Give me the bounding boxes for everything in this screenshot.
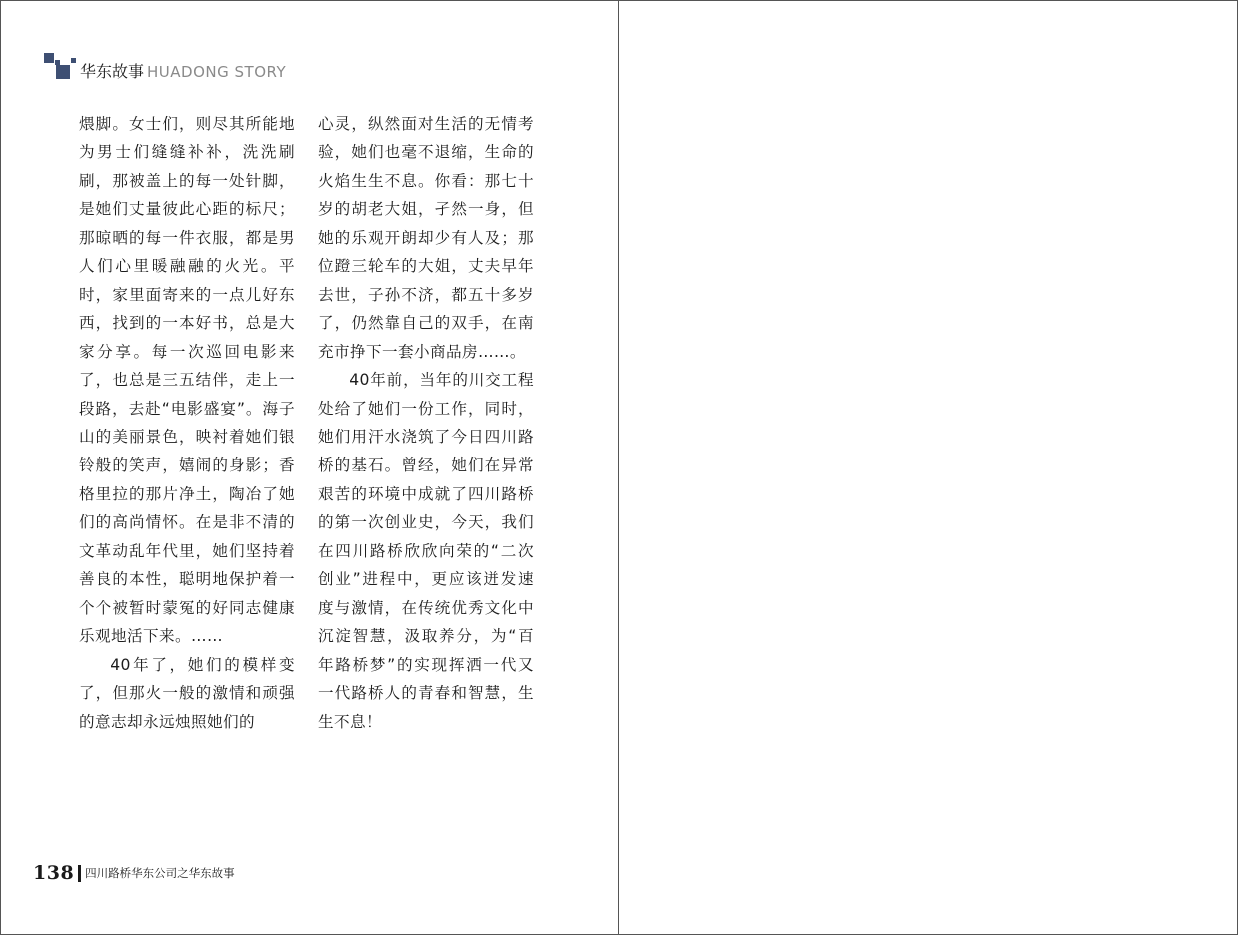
page-footer [33,860,235,886]
text-column-1 [79,110,295,736]
page-number: 138 [33,862,75,884]
header-title-en: HUADONG STORY [147,63,287,81]
brand-logo-icon [44,53,76,81]
body-paragraph: 40年了，她们的模样变了，但那火一般的激情和顽强的意志却永远烛照她们的 [79,655,295,731]
body-paragraph: 心灵，纵然面对生活的无情考验，她们也毫不退缩，生命的火焰生生不息。你看：那七十岁的胡老大姐，孑然一身，但她的乐观开朗却少有人及；那位蹬三轮车的大姐，丈夫早年去世，子孙不济，都五十多岁了，仍然靠自己的双手，在南充市挣下一套小商品房……。 [318,115,534,361]
body-paragraph: 煨脚。女士们，则尽其所能地为男士们缝缝补补，洗洗刷刷，那被盖上的每一处针脚，是她们丈量彼此心距的标尺；那晾晒的每一件衣服，都是男人们心里暖融融的火光。平时，家里面寄来的一点儿好东西，找到的一本好书，总是大家分享。每一次巡回电影来了，也总是三五结伴，走上一段路，去赴“电影盛宴”。海子山的美丽景色，映衬着她们银铃般的笑声，嬉闹的身影；香格里拉的那片净土，陶冶了她们的高尚情怀。在是非不清的文革动乱年代里，她们坚持着善良的本性，聪明地保护着一个个被暂时蒙冤的好同志健康乐观地活下来。…… [79,115,295,646]
header-title-cn: 华东故事 [80,62,145,81]
text-column-2 [318,110,534,736]
body-paragraph: 40年前，当年的川交工程处给了她们一份工作，同时，她们用汗水浇筑了今日四川路桥的基石。曾经，她们在异常艰苦的环境中成就了四川路桥的第一次创业史，今天，我们在四川路桥欣欣向荣的“二次创业”进程中，更应该迸发速度与激情，在传统优秀文化中沉淀智慧，汲取养分，为“百年路桥梦”的实现挥洒一代又一代路桥人的青春和智慧，生生不息！ [318,371,534,731]
right-page-blank [619,1,1237,934]
left-page [1,1,618,934]
footer-divider [78,865,81,882]
publication-title: 四川路桥华东公司之华东故事 [85,866,235,880]
running-header [80,62,286,82]
